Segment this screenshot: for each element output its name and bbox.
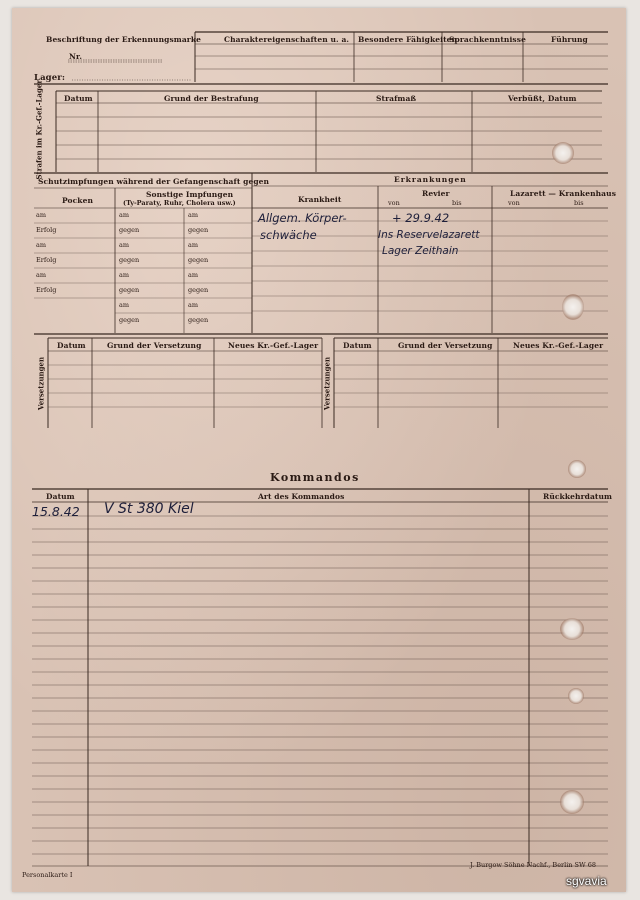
- tag-number-label: Nr.: [69, 52, 83, 61]
- character-header: Charaktereigenschaften u. a.: [224, 35, 350, 44]
- paper-hole: [552, 142, 574, 164]
- transfer-reason-header-left: Grund der Versetzung: [107, 341, 202, 350]
- transfer-date-header-right: Datum: [343, 341, 372, 350]
- paper-hole: [562, 294, 584, 320]
- paper-hole: [568, 460, 586, 478]
- punishment-reason-header: Grund der Bestrafung: [164, 94, 259, 103]
- transfers-side-label-right: Versetzungen: [322, 356, 332, 411]
- punishment-served-header: Verbüßt, Datum: [508, 94, 577, 103]
- transfers-side-label-left: Versetzungen: [36, 356, 46, 411]
- hospital-header: Lazarett — Krankenhaus: [510, 189, 617, 198]
- other-vacc-right-label: am: [188, 211, 199, 219]
- kommando-date-header: Datum: [46, 492, 75, 501]
- pox-row-label: Erfolg: [36, 226, 57, 234]
- other-vaccinations-subheader: (Ty-Paraty, Ruhr, Cholera usw.): [123, 199, 236, 207]
- illnesses-title: Erkrankungen: [394, 175, 467, 184]
- kommando-entry-date: 15.8.42: [32, 504, 80, 519]
- other-vacc-right-label: am: [188, 271, 199, 279]
- kommando-entry-type: V St 380 Kiel: [104, 501, 194, 517]
- footer-card-label: Personalkarte I: [22, 871, 73, 879]
- punishment-measure-header: Strafmaß: [376, 94, 417, 103]
- pox-row-label: am: [36, 211, 47, 219]
- infirmary-to-label: bis: [452, 199, 462, 207]
- paper-hole: [560, 618, 584, 640]
- other-vacc-left-label: gegen: [119, 316, 140, 324]
- other-vacc-left-label: gegen: [119, 256, 140, 264]
- other-vacc-left-label: am: [119, 211, 130, 219]
- watermark: sgvavia: [566, 874, 607, 888]
- other-vacc-left-label: gegen: [119, 226, 140, 234]
- vaccinations-title: Schutzimpfungen während der Gefangenschaft gegen: [38, 177, 270, 186]
- personnel-card-back: [12, 8, 626, 892]
- other-vacc-right-label: gegen: [188, 316, 209, 324]
- hospital-to-label: bis: [574, 199, 584, 207]
- paper-hole: [560, 790, 584, 814]
- infirmary-from-label: von: [388, 199, 400, 207]
- illness-disease-line1: Allgem. Körper-: [258, 211, 347, 225]
- infirmary-header: Revier: [422, 189, 450, 198]
- pox-row-label: Erfolg: [36, 256, 57, 264]
- other-vacc-right-label: gegen: [188, 286, 209, 294]
- paper-hole: [568, 688, 584, 704]
- hospital-from-label: von: [508, 199, 520, 207]
- punishment-date-header: Datum: [64, 94, 93, 103]
- pox-row-label: am: [36, 241, 47, 249]
- transfer-camp-header-right: Neues Kr.-Gef.-Lager: [513, 341, 604, 350]
- kommando-type-header: Art des Kommandos: [258, 492, 345, 501]
- illness-hospital-line1: Ins Reservelazarett: [378, 229, 480, 241]
- languages-header: Sprachkenntnisse: [449, 35, 526, 44]
- other-vacc-left-label: am: [119, 271, 130, 279]
- disease-header: Krankheit: [298, 195, 342, 204]
- other-vacc-left-label: am: [119, 301, 130, 309]
- camp-label: Lager:: [34, 73, 66, 83]
- form-ruling: [12, 8, 626, 892]
- kommandos-title: Kommandos: [270, 471, 360, 484]
- footer-printer: J. Burgow Söhne Nachf., Berlin SW 68: [470, 861, 597, 869]
- other-vacc-right-label: am: [188, 241, 199, 249]
- transfer-date-header-left: Datum: [57, 341, 86, 350]
- illness-infirmary-date: + 29.9.42: [392, 211, 450, 225]
- other-vacc-right-label: am: [188, 301, 199, 309]
- other-vacc-left-label: gegen: [119, 286, 140, 294]
- pox-row-label: am: [36, 271, 47, 279]
- other-vacc-right-label: gegen: [188, 226, 209, 234]
- other-vaccinations-header: Sonstige Impfungen: [146, 190, 234, 199]
- other-vacc-left-label: am: [119, 241, 130, 249]
- transfer-camp-header-left: Neues Kr.-Gef.-Lager: [228, 341, 319, 350]
- abilities-header: Besondere Fähigkeiten: [358, 35, 458, 44]
- transfer-reason-header-right: Grund der Versetzung: [398, 341, 493, 350]
- conduct-header: Führung: [551, 35, 588, 44]
- other-vacc-right-label: gegen: [188, 256, 209, 264]
- tag-inscription-label: Beschriftung der Erkennungsmarke: [46, 35, 202, 44]
- pox-header: Pocken: [62, 196, 94, 205]
- illness-hospital-line2: Lager Zeithain: [382, 245, 459, 257]
- pox-row-label: Erfolg: [36, 286, 57, 294]
- illness-disease-line2: schwäche: [260, 228, 317, 242]
- kommando-return-header: Rückkehrdatum: [543, 492, 613, 501]
- punishments-side-label: Strafen im Kr.-Gef.-Lager: [34, 79, 44, 180]
